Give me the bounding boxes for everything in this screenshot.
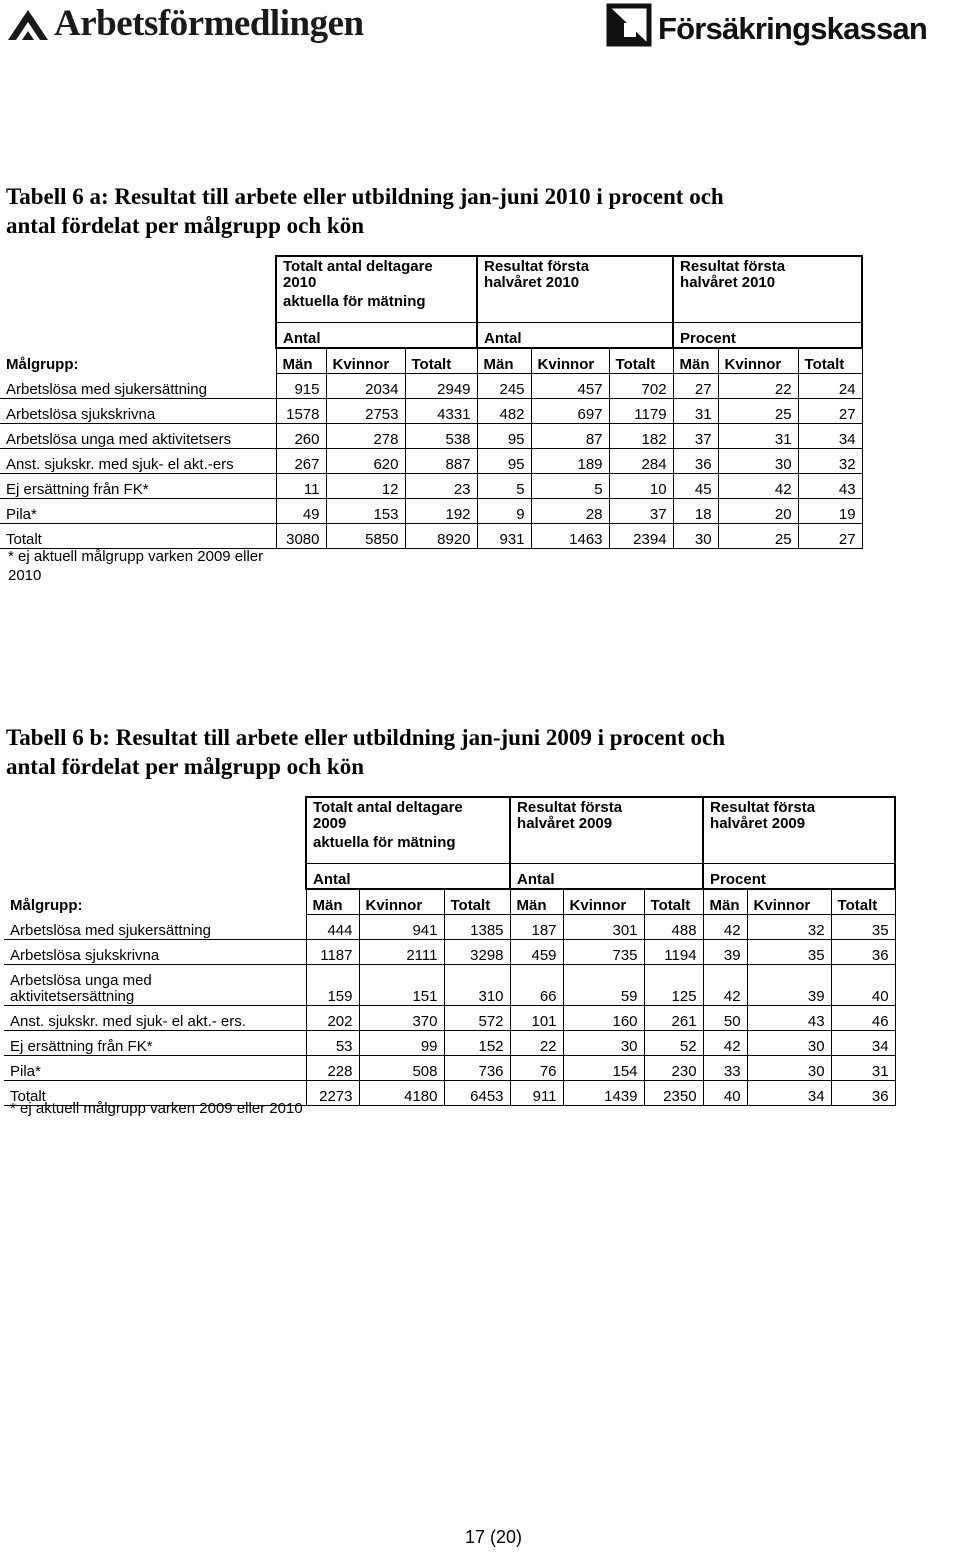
table-a-cell: 25	[718, 523, 798, 548]
table-b-sub-antal-2: Antal	[510, 863, 703, 889]
table-a-title-line2: antal fördelat per målgrupp och kön	[6, 213, 365, 238]
table-b-row-label: Arbetslösa sjukskrivna	[4, 939, 306, 964]
table-a-cell: 19	[798, 498, 862, 523]
table-b-group-result-count: Resultat första halvåret 2009	[510, 797, 703, 863]
arbetsformedlingen-mark-icon	[6, 6, 50, 42]
table-a-col-man: Män	[276, 348, 326, 374]
table-b-cell: 36	[831, 939, 895, 964]
table-a-row-label: Anst. sjukskr. med sjuk- el akt.-ers	[0, 448, 276, 473]
table-b-cell: 43	[747, 1005, 831, 1030]
table-a-sub-antal-1: Antal	[276, 322, 477, 348]
table-b-row	[4, 1055, 895, 1080]
table-b-subheader-row	[4, 863, 895, 889]
table-a-cell: 28	[531, 498, 609, 523]
table-b-cell: 39	[703, 939, 747, 964]
table-b-col-totalt: Totalt	[444, 889, 510, 915]
table-b-cell: 735	[563, 939, 644, 964]
table-b-col-man: Män	[703, 889, 747, 915]
table-b-cell: 154	[563, 1055, 644, 1080]
table-b-row-label: Pila*	[4, 1055, 306, 1080]
table-a-cell: 49	[276, 498, 326, 523]
table-a-cell: 702	[609, 373, 673, 398]
table-a-cell: 2949	[405, 373, 477, 398]
table-b-cell: 30	[563, 1030, 644, 1055]
table-a-cell: 915	[276, 373, 326, 398]
table-b-cell: 53	[306, 1030, 359, 1055]
table-b-cell: 1385	[444, 914, 510, 939]
table-b-cell: 3298	[444, 939, 510, 964]
table-a-cell: 37	[673, 423, 718, 448]
page-number: 17 (20)	[465, 1527, 523, 1547]
table-a-cell: 27	[673, 373, 718, 398]
table-b-cell: 30	[747, 1055, 831, 1080]
table-b-cell: 59	[563, 964, 644, 1005]
table-a-cell: 95	[477, 423, 531, 448]
table-b-cell: 2111	[359, 939, 444, 964]
table-a-cell: 12	[326, 473, 405, 498]
table-b-cell: 230	[644, 1055, 703, 1080]
table-a-cell: 153	[326, 498, 405, 523]
table-a-cell: 182	[609, 423, 673, 448]
table-a-cell: 5	[531, 473, 609, 498]
forsakringskassan-mark-icon	[606, 3, 652, 47]
table-a-cell: 27	[798, 398, 862, 423]
table-b-cell: 736	[444, 1055, 510, 1080]
table-a	[0, 255, 863, 549]
table-a-row	[0, 398, 862, 423]
table-a-col-kvinnor: Kvinnor	[531, 348, 609, 374]
table-b-cell: 202	[306, 1005, 359, 1030]
table-b-cell: 572	[444, 1005, 510, 1030]
table-a-row	[0, 523, 862, 548]
table-a-col-man: Män	[673, 348, 718, 374]
table-a-cell: 9	[477, 498, 531, 523]
table-b-cell: 301	[563, 914, 644, 939]
table-b-cell: 160	[563, 1005, 644, 1030]
table-a-cell: 20	[718, 498, 798, 523]
table-b-column-header-row	[4, 889, 895, 915]
table-a-cell: 95	[477, 448, 531, 473]
table-a-group-result-percent: Resultat första halvåret 2010	[673, 256, 862, 322]
table-b-cell: 508	[359, 1055, 444, 1080]
table-b-row-label: Totalt	[4, 1080, 306, 1105]
table-a-col-totalt: Totalt	[798, 348, 862, 374]
table-b-target-label: Målgrupp:	[10, 897, 83, 914]
table-a-cell: 538	[405, 423, 477, 448]
forsakringskassan-logo	[606, 2, 927, 48]
table-b-cell: 35	[831, 914, 895, 939]
table-b-cell: 42	[703, 914, 747, 939]
table-a-row-label: Ej ersättning från FK*	[0, 473, 276, 498]
table-b-title-line2: antal fördelat per målgrupp och kön	[6, 754, 365, 779]
table-b-row-label: Arbetslösa med sjukersättning	[4, 914, 306, 939]
table-b-cell: 32	[747, 914, 831, 939]
table-a-cell: 11	[276, 473, 326, 498]
table-b-row-label: Arbetslösa unga med aktivitetsersättning	[4, 964, 306, 1005]
table-b-cell: 310	[444, 964, 510, 1005]
table-b-footnote: * ej aktuell målgrupp varken 2009 eller 2010	[10, 1100, 303, 1117]
table-a-cell: 30	[673, 523, 718, 548]
table-b-col-kvinnor: Kvinnor	[359, 889, 444, 915]
table-b-row	[4, 914, 895, 939]
table-a-cell: 31	[673, 398, 718, 423]
table-a-row-label: Arbetslösa sjukskrivna	[0, 398, 276, 423]
table-b-cell: 152	[444, 1030, 510, 1055]
table-a-cell: 260	[276, 423, 326, 448]
table-a-title-line1: Tabell 6 a: Resultat till arbete eller utbildning jan-juni 2010 i procent och	[6, 184, 724, 209]
table-a-cell: 267	[276, 448, 326, 473]
table-b-group-participants: Totalt antal deltagare 2009 aktuella för mätning	[306, 797, 510, 863]
table-a-cell: 189	[531, 448, 609, 473]
table-b-row	[4, 1005, 895, 1030]
table-a-cell: 457	[531, 373, 609, 398]
table-b-row-label: Ej ersättning från FK*	[4, 1030, 306, 1055]
table-b-title-line1: Tabell 6 b: Resultat till arbete eller utbildning jan-juni 2009 i procent och	[6, 725, 725, 750]
table-b-col-kvinnor: Kvinnor	[747, 889, 831, 915]
table-a-cell: 42	[718, 473, 798, 498]
table-b-cell: 35	[747, 939, 831, 964]
table-a-row	[0, 473, 862, 498]
arbetsformedlingen-logo	[6, 4, 364, 44]
table-a-cell: 43	[798, 473, 862, 498]
table-a-col-totalt: Totalt	[405, 348, 477, 374]
table-a-cell: 482	[477, 398, 531, 423]
table-b-cell: 52	[644, 1030, 703, 1055]
table-b-cell: 34	[747, 1080, 831, 1105]
table-b-cell: 6453	[444, 1080, 510, 1105]
table-a-cell: 4331	[405, 398, 477, 423]
table-a-cell: 8920	[405, 523, 477, 548]
table-b-cell: 42	[703, 1030, 747, 1055]
table-a-cell: 2753	[326, 398, 405, 423]
table-b-cell: 488	[644, 914, 703, 939]
table-a-cell: 5	[477, 473, 531, 498]
table-a-group-participants: Totalt antal deltagare 2010 aktuella för mätning	[276, 256, 477, 322]
table-b-row	[4, 964, 895, 1005]
table-a-footnote: * ej aktuell målgrupp varken 2009 eller 2010	[8, 548, 264, 584]
table-b-title	[6, 723, 725, 781]
table-b-cell: 1194	[644, 939, 703, 964]
table-a-cell: 245	[477, 373, 531, 398]
table-a-cell: 34	[798, 423, 862, 448]
table-a-col-kvinnor: Kvinnor	[326, 348, 405, 374]
table-b-cell: 2350	[644, 1080, 703, 1105]
table-b-row-label: Anst. sjukskr. med sjuk- el akt.- ers.	[4, 1005, 306, 1030]
table-b-cell: 34	[831, 1030, 895, 1055]
table-a-row	[0, 423, 862, 448]
table-a-cell: 1179	[609, 398, 673, 423]
table-a-cell: 2394	[609, 523, 673, 548]
table-a-row-label: Pila*	[0, 498, 276, 523]
table-a-cell: 27	[798, 523, 862, 548]
table-b	[4, 796, 896, 1106]
table-a-column-header-row	[0, 348, 862, 374]
table-a-cell: 5850	[326, 523, 405, 548]
table-b-cell: 4180	[359, 1080, 444, 1105]
table-b-cell: 31	[831, 1055, 895, 1080]
table-a-cell: 620	[326, 448, 405, 473]
table-a-cell: 36	[673, 448, 718, 473]
table-a-title	[6, 182, 724, 240]
table-a-subheader-row	[0, 322, 862, 348]
table-b-cell: 159	[306, 964, 359, 1005]
table-a-cell: 2034	[326, 373, 405, 398]
table-b-cell: 22	[510, 1030, 563, 1055]
table-a-cell: 10	[609, 473, 673, 498]
table-b-cell: 30	[747, 1030, 831, 1055]
table-b-group-header-row	[4, 797, 895, 863]
table-b-cell: 1439	[563, 1080, 644, 1105]
table-a-cell: 45	[673, 473, 718, 498]
table-b-cell: 76	[510, 1055, 563, 1080]
table-b-cell: 39	[747, 964, 831, 1005]
table-b-cell: 911	[510, 1080, 563, 1105]
table-a-cell: 18	[673, 498, 718, 523]
table-a-row-label: Totalt	[0, 523, 276, 548]
table-b-cell: 33	[703, 1055, 747, 1080]
table-a-cell: 31	[718, 423, 798, 448]
table-a-cell: 3080	[276, 523, 326, 548]
table-a-cell: 284	[609, 448, 673, 473]
table-b-col-man: Män	[510, 889, 563, 915]
table-a-cell: 887	[405, 448, 477, 473]
table-a-row	[0, 498, 862, 523]
table-b-cell: 36	[831, 1080, 895, 1105]
table-a-cell: 1578	[276, 398, 326, 423]
forsakringskassan-logotype: Försäkringskassan	[658, 11, 927, 46]
table-b-col-kvinnor: Kvinnor	[563, 889, 644, 915]
table-a-group-header-row	[0, 256, 862, 322]
table-a-cell: 23	[405, 473, 477, 498]
table-a-cell: 25	[718, 398, 798, 423]
table-b-cell: 187	[510, 914, 563, 939]
table-b-cell: 228	[306, 1055, 359, 1080]
table-b-group-result-percent: Resultat första halvåret 2009	[703, 797, 895, 863]
table-b-cell: 1187	[306, 939, 359, 964]
table-a-row-label: Arbetslösa med sjukersättning	[0, 373, 276, 398]
table-b-col-man: Män	[306, 889, 359, 915]
table-b-cell: 40	[703, 1080, 747, 1105]
table-b-cell: 444	[306, 914, 359, 939]
table-b-col-totalt: Totalt	[644, 889, 703, 915]
table-a-cell: 22	[718, 373, 798, 398]
table-b-cell: 459	[510, 939, 563, 964]
table-a-sub-antal-2: Antal	[477, 322, 673, 348]
table-a-cell: 1463	[531, 523, 609, 548]
table-a-cell: 30	[718, 448, 798, 473]
table-a-sub-procent: Procent	[673, 322, 862, 348]
table-a-col-man: Män	[477, 348, 531, 374]
table-b-cell: 125	[644, 964, 703, 1005]
table-a-cell: 37	[609, 498, 673, 523]
table-b-sub-antal-1: Antal	[306, 863, 510, 889]
table-a-cell: 931	[477, 523, 531, 548]
table-b-cell: 46	[831, 1005, 895, 1030]
table-b-cell: 40	[831, 964, 895, 1005]
table-a-cell: 192	[405, 498, 477, 523]
table-b-cell: 42	[703, 964, 747, 1005]
table-a-cell: 87	[531, 423, 609, 448]
table-a-cell: 32	[798, 448, 862, 473]
table-b-cell: 2273	[306, 1080, 359, 1105]
table-b-cell: 151	[359, 964, 444, 1005]
table-b-cell: 66	[510, 964, 563, 1005]
arbetsformedlingen-logotype: Arbetsförmedlingen	[54, 3, 364, 44]
table-a-row-label: Arbetslösa unga med aktivitetsers	[0, 423, 276, 448]
table-b-cell: 50	[703, 1005, 747, 1030]
table-a-row	[0, 373, 862, 398]
table-b-col-totalt: Totalt	[831, 889, 895, 915]
table-a-group-result-count: Resultat första halvåret 2010	[477, 256, 673, 322]
table-b-cell: 941	[359, 914, 444, 939]
table-a-cell: 697	[531, 398, 609, 423]
table-b-row	[4, 1030, 895, 1055]
table-b-cell: 101	[510, 1005, 563, 1030]
table-b-sub-procent: Procent	[703, 863, 895, 889]
table-a-target-label: Målgrupp:	[6, 356, 79, 373]
table-a-col-kvinnor: Kvinnor	[718, 348, 798, 374]
table-a-cell: 278	[326, 423, 405, 448]
table-b-row	[4, 939, 895, 964]
table-b-cell: 370	[359, 1005, 444, 1030]
table-a-col-totalt: Totalt	[609, 348, 673, 374]
table-a-cell: 24	[798, 373, 862, 398]
table-a-row	[0, 448, 862, 473]
table-b-cell: 99	[359, 1030, 444, 1055]
table-b-cell: 261	[644, 1005, 703, 1030]
